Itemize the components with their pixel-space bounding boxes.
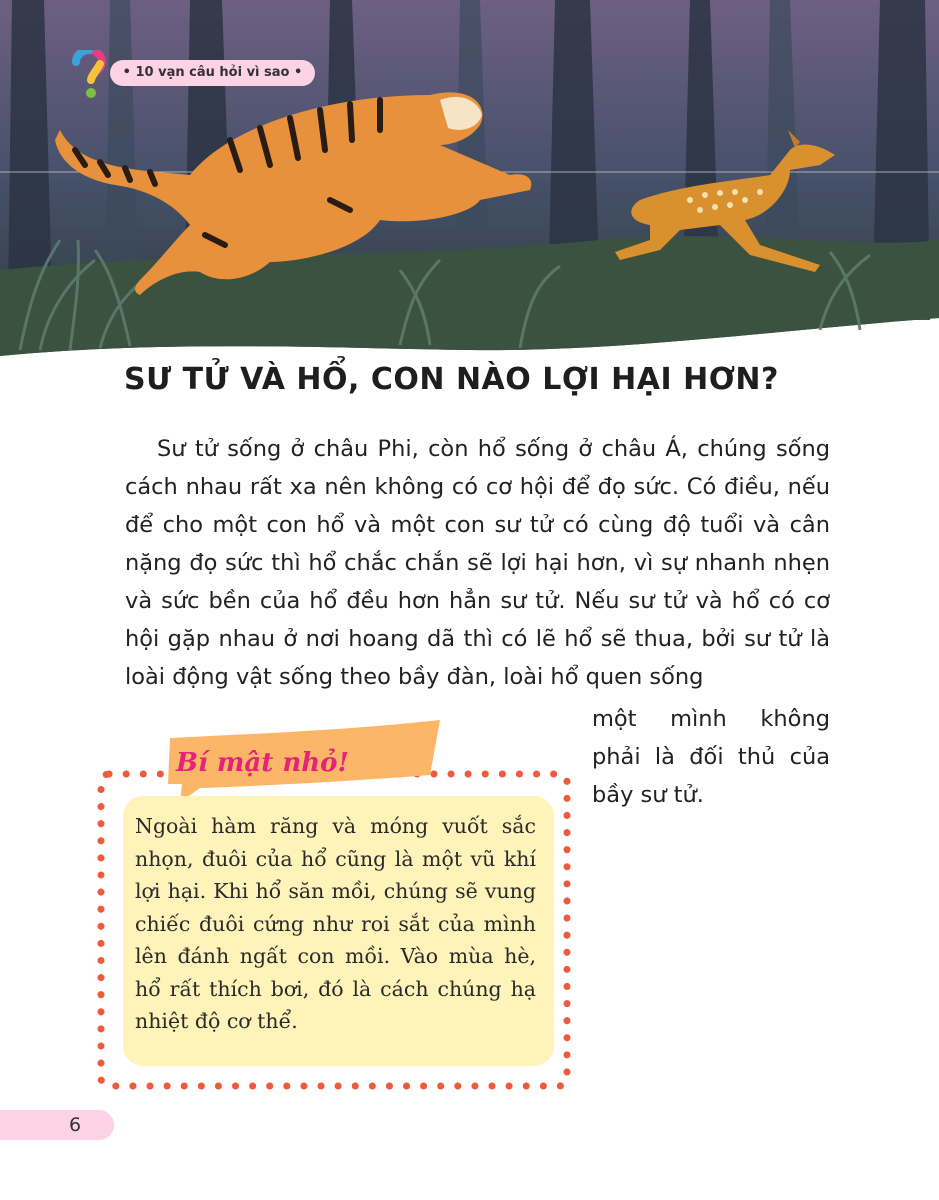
question-mark-icon [70, 50, 106, 100]
secret-title: Bí mật nhỏ! [176, 748, 349, 778]
article-paragraph: Sư tử sống ở châu Phi, còn hổ sống ở châu Á, chúng sống cách nhau rất xa nên không có cơ hội để đọ sức. Có điều, nếu để cho một con hổ và một con sư tử có cùng độ tuổi và cân nặng đọ sức thì hổ chắc chắn sẽ lợi hại hơn, vì sự nhanh nhẹn và sức bền của hổ đều hơn hẳn sư tử. Nếu sư tử và hổ có cơ hội gặp nhau ở nơi hoang dã thì có lẽ hổ sẽ thua, bởi sư tử là loài động vật sống theo bầy đàn, loài hổ quen sống [125, 436, 830, 690]
article-body [125, 430, 830, 696]
tiger-chasing-deer-illustration [0, 0, 939, 360]
page-tab [0, 1110, 114, 1140]
page-number: 6 [68, 1114, 82, 1136]
hero-illustration [0, 0, 939, 360]
article-title: SƯ TỬ VÀ HỔ, CON NÀO LỢI HẠI HƠN? [124, 362, 779, 397]
article-paragraph-continued: một mình không phải là đối thủ của bầy sư tử. [592, 706, 830, 808]
series-label: • 10 vạn câu hỏi vì sao • [110, 60, 315, 86]
secret-text: Ngoài hàm răng và móng vuốt sắc nhọn, đuôi của hổ cũng là một vũ khí lợi hại. Khi hổ săn mồi, chúng sẽ vung chiếc đuôi cứng như roi sắt của mình lên đánh ngất con mồi. Vào mùa hè, hổ rất thích bơi, đó là cách chúng hạ nhiệt độ cơ thể. [135, 814, 536, 1033]
